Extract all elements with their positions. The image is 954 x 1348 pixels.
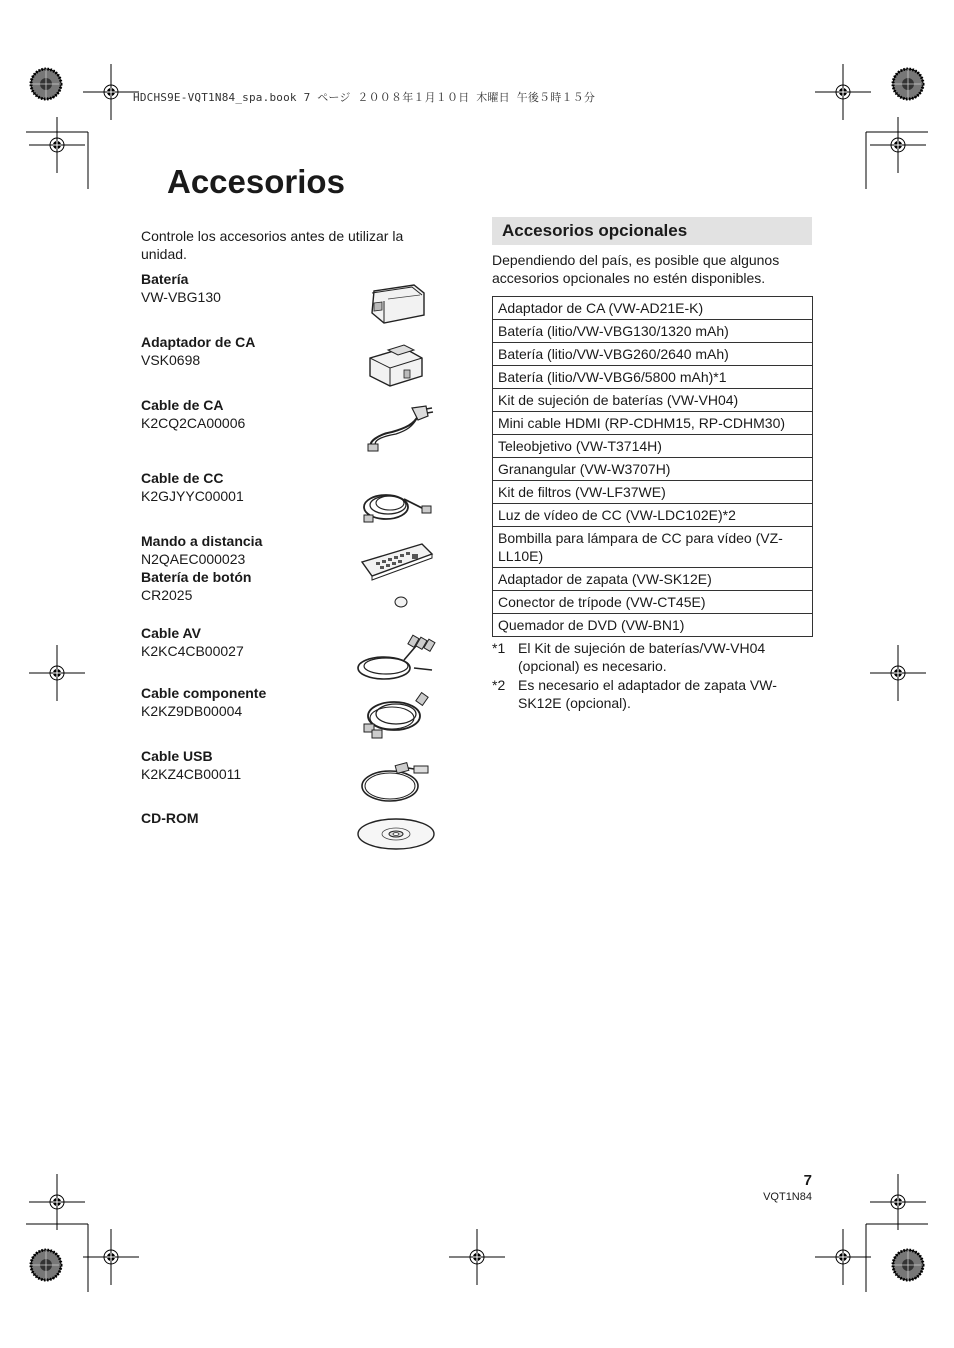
ac-cable-icon xyxy=(362,402,434,454)
accessory-item-cd-rom xyxy=(141,809,199,827)
usb-cable-icon xyxy=(356,756,434,806)
table-row xyxy=(493,504,813,527)
component-cable-icon xyxy=(356,690,436,742)
optional-accessories-table xyxy=(492,296,813,637)
footnote-2 xyxy=(492,676,812,712)
accessory-name: CD-ROM xyxy=(141,810,199,826)
table-row xyxy=(493,389,813,412)
table-cell: Kit de filtros (VW-LF37WE) xyxy=(493,481,813,504)
footnote-text: El Kit de sujeción de baterías/VW-VH04 (opcional) es necesario. xyxy=(518,640,766,674)
accessory-item-ac-adaptor xyxy=(141,333,255,369)
table-row xyxy=(493,458,813,481)
button-battery-icon xyxy=(394,596,408,608)
ac-adaptor-icon xyxy=(364,340,428,390)
table-cell: Bombilla para lámpara de CC para vídeo (VZ-LL10E) xyxy=(493,527,813,568)
accessory-code: VW-VBG130 xyxy=(141,289,221,305)
accessory-item-ac-cable xyxy=(141,396,245,432)
table-cell: Conector de trípode (VW-CT45E) xyxy=(493,591,813,614)
table-cell: Adaptador de zapata (VW-SK12E) xyxy=(493,568,813,591)
table-cell: Quemador de DVD (VW-BN1) xyxy=(493,614,813,637)
table-cell: Kit de sujeción de baterías (VW-VH04) xyxy=(493,389,813,412)
footnote-text: Es necesario el adaptador de zapata VW-SK12E (opcional). xyxy=(518,677,777,711)
table-row xyxy=(493,591,813,614)
table-row xyxy=(493,297,813,320)
accessory-item-remote-control xyxy=(141,532,262,604)
table-row xyxy=(493,568,813,591)
table-row xyxy=(493,481,813,504)
accessory-name: Cable de CA xyxy=(141,397,224,413)
accessory-name: Cable AV xyxy=(141,625,201,641)
print-header: HDCHS9E-VQT1N84_spa.book 7 ページ ２００８年１月１０日 木曜日 午後５時１５分 xyxy=(133,91,596,104)
accessory-item-battery xyxy=(141,270,221,306)
table-row xyxy=(493,366,813,389)
accessory-item-usb-cable xyxy=(141,747,241,783)
accessory-name: Batería xyxy=(141,271,189,287)
intro-text: Controle los accesorios antes de utilizar la unidad. xyxy=(141,228,404,262)
table-cell: Batería (litio/VW-VBG260/2640 mAh) xyxy=(493,343,813,366)
accessory-code: K2GJYYC00001 xyxy=(141,488,244,504)
accessory-name: Cable USB xyxy=(141,748,213,764)
footnote-mark: *1 xyxy=(492,640,506,656)
cd-rom-icon xyxy=(355,816,437,852)
table-cell: Granangular (VW-W3707H) xyxy=(493,458,813,481)
remote-control-icon xyxy=(358,540,436,582)
accessory-name: Mando a distancia xyxy=(141,533,263,549)
table-cell: Teleobjetivo (VW-T3714H) xyxy=(493,435,813,458)
table-row xyxy=(493,343,813,366)
dc-cable-icon xyxy=(358,479,434,529)
page-number: 7 xyxy=(803,1172,812,1189)
table-row xyxy=(493,614,813,637)
table-cell: Luz de vídeo de CC (VW-LDC102E)*2 xyxy=(493,504,813,527)
accessory-code: K2KZ9DB00004 xyxy=(141,703,243,719)
footnote-1 xyxy=(492,639,812,675)
table-cell: Batería (litio/VW-VBG6/5800 mAh)*1 xyxy=(493,366,813,389)
accessory-name: Adaptador de CA xyxy=(141,334,256,350)
document-code: VQT1N84 xyxy=(763,1191,812,1203)
availability-note: Dependiendo del país, es posible que algunos accesorios opcionales no estén disponibles. xyxy=(492,252,780,286)
table-cell: Batería (litio/VW-VBG130/1320 mAh) xyxy=(493,320,813,343)
accessory-code: CR2025 xyxy=(141,587,193,603)
accessory-code: VSK0698 xyxy=(141,352,201,368)
accessory-code: K2KZ4CB00011 xyxy=(141,766,242,782)
accessory-name: Batería de botón xyxy=(141,569,252,585)
accessory-code: N2QAEC000023 xyxy=(141,551,246,567)
accessory-item-component-cable xyxy=(141,684,266,720)
table-row xyxy=(493,435,813,458)
av-cable-icon xyxy=(354,628,436,684)
table-row xyxy=(493,527,813,568)
accessory-item-dc-cable xyxy=(141,469,244,505)
section-heading-optional: Accesorios opcionales xyxy=(492,217,812,245)
accessory-code: K2KC4CB00027 xyxy=(141,643,244,659)
table-cell: Mini cable HDMI (RP-CDHM15, RP-CDHM30) xyxy=(493,412,813,435)
table-row xyxy=(493,320,813,343)
accessory-name: Cable componente xyxy=(141,685,267,701)
accessory-name: Cable de CC xyxy=(141,470,224,486)
table-row xyxy=(493,412,813,435)
accessory-item-av-cable xyxy=(141,624,244,660)
footnote-mark: *2 xyxy=(492,677,506,693)
accessory-code: K2CQ2CA00006 xyxy=(141,415,246,431)
table-cell: Adaptador de CA (VW-AD21E-K) xyxy=(493,297,813,320)
battery-icon xyxy=(366,279,428,327)
page-title: Accesorios xyxy=(167,163,345,200)
